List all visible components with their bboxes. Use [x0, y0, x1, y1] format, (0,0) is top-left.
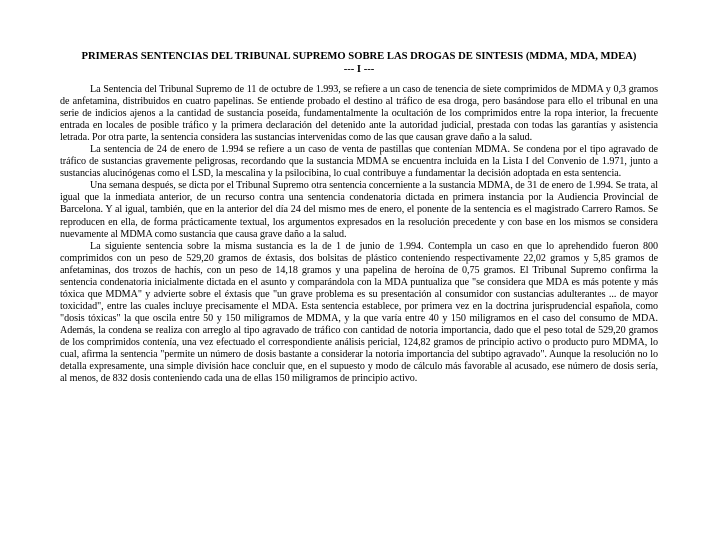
- paragraph-2: La sentencia de 24 de enero de 1.994 se refiere a un caso de venta de pastillas que contenían MDMA. Se condena por el tipo agravado de tráfico de sustancias gravemente peligrosas, recordando que la sustancia MDMA se encuentra incluida en la Lista I del Convenio de 1.971, junto a sustancias alucinógenas como el LSD, la mescalina y la psilocibina, lo cual contribuye a fundamentar la decisión adoptada en esta sentencia.: [60, 144, 658, 180]
- paragraph-1: La Sentencia del Tribunal Supremo de 11 de octubre de 1.993, se refiere a un caso de tenencia de siete comprimidos de MDMA y 0,3 gramos de anfetamina, distribuidos en cuatro papelinas. Se entiende probado el destino al tráfico de esa droga, pero basándose para ello el tribunal en una serie de indicios ajenos a la cantidad de sustancia poseída, fundamentalmente la ocultación de los comprimidos entre la ropa interior, la frecuente entrada en locales de posible tráfico y la primera declaración del detenido ante la autoridad judicial, prestada con todas las garantías y asistencia letrada. Por otra parte, la sentencia considera las sustancias intervenidas como de las que causan grave daño a la salud.: [60, 84, 658, 144]
- paragraph-4: La siguiente sentencia sobre la misma sustancia es la de 1 de junio de 1.994. Contempla un caso en que lo aprehendido fueron 800 comprimidos con un peso de 529,20 gramos de éxtasis, dos bolsitas de plástico conteniendo respectivamente 22,02 gramos y 5,85 gramos de anfetaminas, dos trozos de hachís, con un peso de 14,18 gramos y una papelina de heroína de 0,75 gramos. El Tribunal Supremo confirma la sentencia condenatoria inicialmente dictada en el asunto y comparándola con la MDA puntualiza que "se considera que MDA es más potente y más tóxica que MDMA" y advierte sobre el éxtasis que "un grave problema es su presentación al consumidor con sustancias adulterantes ... de mayor toxicidad", entre las cuales incluye precisamente el MDA. Esta sentencia establece, por primera vez en la doctrina jurisprudencial española, como "dosis tóxicas" la que oscila entre 50 y 150 miligramos de MDMA, y la que varía entre 40 y 150 miligramos en el caso del consumo de MDA. Además, la condena se realiza con arreglo al tipo agravado de tráfico con cantidad de notoria importancia, dado que el peso total de 529,20 gramos de los comprimidos contenía, una vez efectuado el correspondiente análisis pericial, 124,82 gramos de principio activo o producto puro MDMA, lo cual, afirma la sentencia "permite un número de dosis bastante a considerar la notoria importancia del subtipo agravado". Aunque la resolución no lo detalla expresamente, una simple división hace concluir que, en el supuesto y modo de cálculo más favorable al acusado, ese número de dosis sería, al menos, de 832 dosis conteniendo cada una de ellas 150 miligramos de principio activo.: [60, 240, 658, 385]
- document-title: PRIMERAS SENTENCIAS DEL TRIBUNAL SUPREMO SOBRE LAS DROGAS DE SINTESIS (MDMA, MDA, MDEA): [81, 51, 637, 62]
- document-page: [60, 50, 658, 385]
- paragraph-3: Una semana después, se dicta por el Tribunal Supremo otra sentencia concerniente a la sustancia MDMA, de 31 de enero de 1.994. Se trata, al igual que la inmediata anterior, de un recurso contra una sentencia condenatoria dictada en primera instancia por la Audiencia Provincial de Barcelona. Y al igual, también, que en la anterior del día 24 del mismo mes de enero, el ponente de la sentencia es el magistrado Carrero Ramos. Se reproducen en ella, de forma prácticamente textual, los argumentos expresados en la resolución precedente y con base en los mismos se considera nuevamente al MDMA como sustancia que causa grave daño a la salud.: [60, 180, 658, 240]
- section-heading: --- I ---: [343, 64, 375, 75]
